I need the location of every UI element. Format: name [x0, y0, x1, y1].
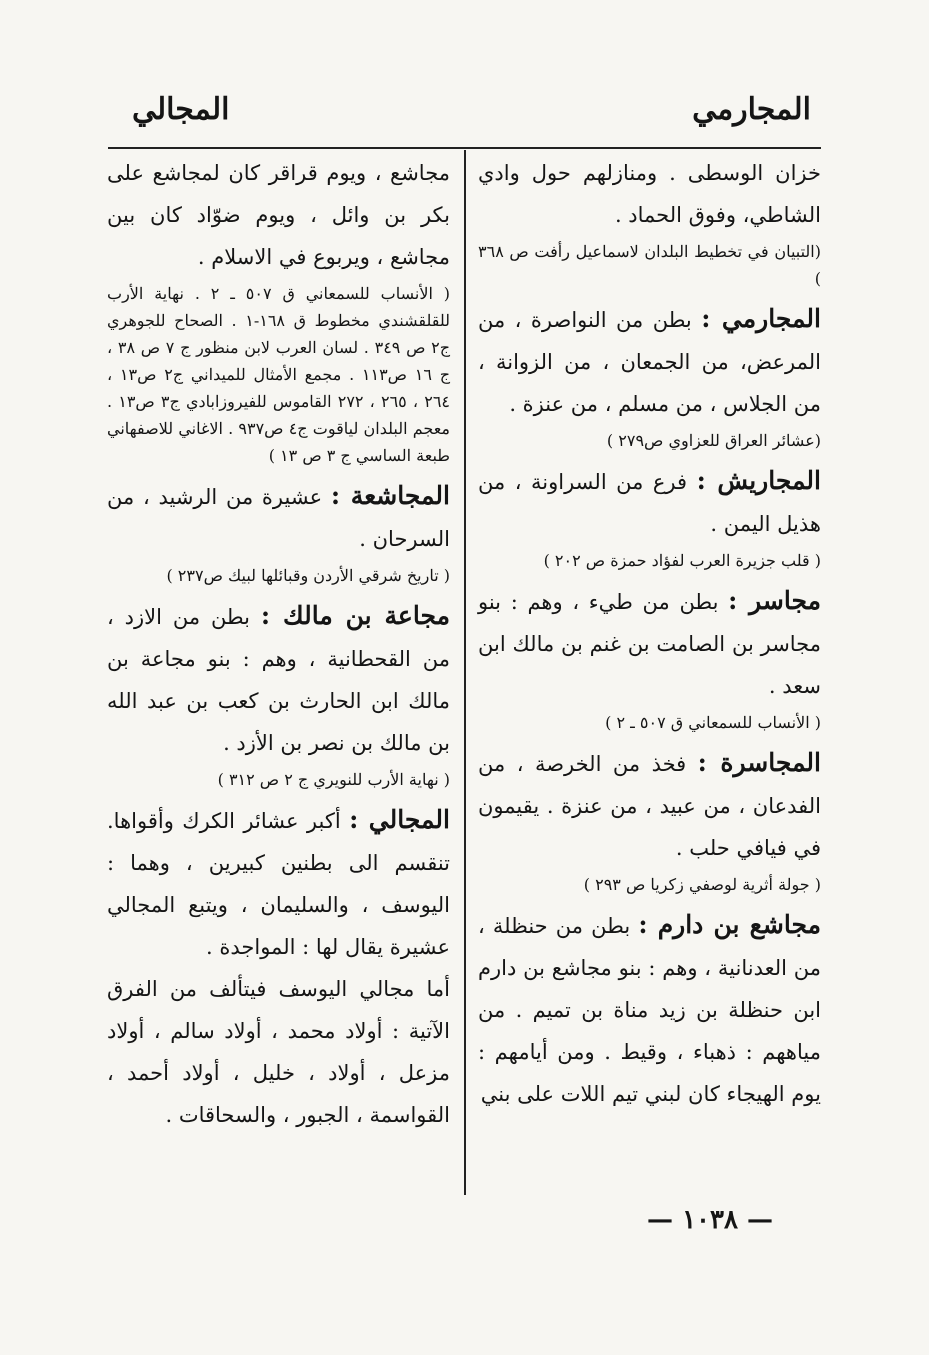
entry-headword: المجالي : — [349, 805, 450, 834]
entry-headword: المجاشعة : — [330, 481, 450, 510]
running-header-left: المجالي — [132, 92, 230, 127]
reference-note: ( جولة أثرية لوصفي زكريا ص ٢٩٣ ) — [583, 875, 821, 894]
dictionary-entry — [478, 580, 821, 707]
entry-body: بطن من الازد ، من القحطانية ، وهم : بنو مجاعة بن مالك ابن الحارث بن كعب بن عبد الله بن مالك بن نصر بن الأزد . — [107, 605, 450, 755]
entry-headword: مجاعة بن مالك : — [260, 601, 450, 630]
entry-headword: المجاريش : — [696, 466, 821, 495]
reference-note: (التبيان في تخطيط البلدان لاسماعيل رأفت ص ٣٦٨ ) — [478, 242, 821, 288]
body-paragraph: خزان الوسطى . ومنازلهم حول وادي الشاطي، وفوق الحماد . — [478, 161, 821, 227]
reference-note: (عشائر العراق للعزاوي ص٢٧٩ ) — [606, 431, 821, 450]
entry-body: فخذ من الخرصة ، من الفدعان ، من عبيد ، من عنزة . يقيمون في فيافي حلب . — [478, 752, 821, 860]
entry-headword: المجاسرة : — [697, 748, 821, 777]
running-header-right: المجارمي — [692, 92, 811, 127]
entry-body: فرع من السراونة ، من هذيل اليمن . — [478, 470, 821, 536]
column-divider — [464, 150, 466, 1195]
reference-note: ( نهاية الأرب للنويري ج ٢ ص ٣١٢ ) — [217, 770, 450, 789]
dictionary-entry — [478, 742, 821, 869]
header-rule — [108, 147, 821, 149]
body-paragraph: أما مجالي اليوسف فيتألف من الفرق الآتية : أولاد محمد ، أولاد سالم ، أولاد مزعل ، أولاد ، خليل ، أولاد أحمد ، القواسمة ، الجبور ، والسحاقات . — [107, 977, 450, 1127]
entry-body: بطن من النواصرة ، من المرعض، من الجمعان ، من الزوانة ، من الجلاس ، من مسلم ، من عنزة . — [478, 308, 821, 416]
reference-note: ( الأنساب للسمعاني ق ٥٠٧ ـ ٢ ) — [605, 713, 821, 732]
reference-note: ( تاريخ شرقي الأردن وقبائلها لبيك ص٢٣٧ ) — [166, 566, 450, 585]
dictionary-entry — [107, 799, 450, 968]
entry-headword: المجارمي : — [701, 304, 821, 333]
dictionary-entry — [107, 595, 450, 764]
dictionary-entry — [478, 904, 821, 1115]
entry-body: أكبر عشائر الكرك وأقواها. تنقسم الى بطنين كبيرين ، وهما : اليوسف ، والسليمان ، ويتبع المجالي عشيرة يقال لها : المواجدة . — [107, 809, 450, 959]
left-column — [107, 152, 450, 1136]
right-column — [478, 152, 821, 1115]
dictionary-entry — [478, 460, 821, 545]
reference-note: ( قلب جزيرة العرب لفؤاد حمزة ص ٢٠٢ ) — [543, 551, 821, 570]
dictionary-entry — [478, 298, 821, 425]
entry-body: عشيرة من الرشيد ، من السرحان . — [107, 485, 450, 551]
reference-note: ( الأنساب للسمعاني ق ٥٠٧ ـ ٢ . نهاية الأرب للقلقشندي مخطوط ق ١٦٨-١ . الصحاح للجوهري ج٢ ص ٣٤٩ . لسان العرب لابن منظور ج ٧ ص ٣٨ ، ج ١٦ ص١١٣ . مجمع الأمثال للميداني ج٢ ص١٣ ، ٢٦٤ ، ٢٦٥ ، ٢٧٢ القاموس للفيروزابادي ج٣ ص١٣ . معجم البلدان لياقوت ج٤ ص٩٣٧ . الاغاني للاصفهاني طبعة الساسي ج ٣ ص ١٣ ) — [107, 284, 451, 465]
entry-body: بطن من طيء ، وهم : بنو مجاسر بن الصامت بن غنم بن مالك ابن سعد . — [478, 590, 821, 698]
body-paragraph: مجاشع ، ويوم قراقر كان لمجاشع على بكر بن وائل ، ويوم ضوّاد كان بين مجاشع ، ويربوع في الاسلام . — [107, 161, 450, 269]
dictionary-entry — [107, 475, 450, 560]
entry-headword: مجاسر : — [728, 586, 821, 615]
entry-headword: مجاشع بن دارم : — [638, 910, 822, 939]
page-number: — ١٠٣٨ — — [647, 1205, 773, 1235]
entry-body: بطن من حنظلة ، من العدنانية ، وهم : بنو مجاشع بن دارم ابن حنظلة بن زيد مناة بن تميم . من مياههم : ذهباء ، وقيط . ومن أيامهم : يوم الهيجاء كان لبني تيم اللات على بني — [478, 914, 821, 1106]
